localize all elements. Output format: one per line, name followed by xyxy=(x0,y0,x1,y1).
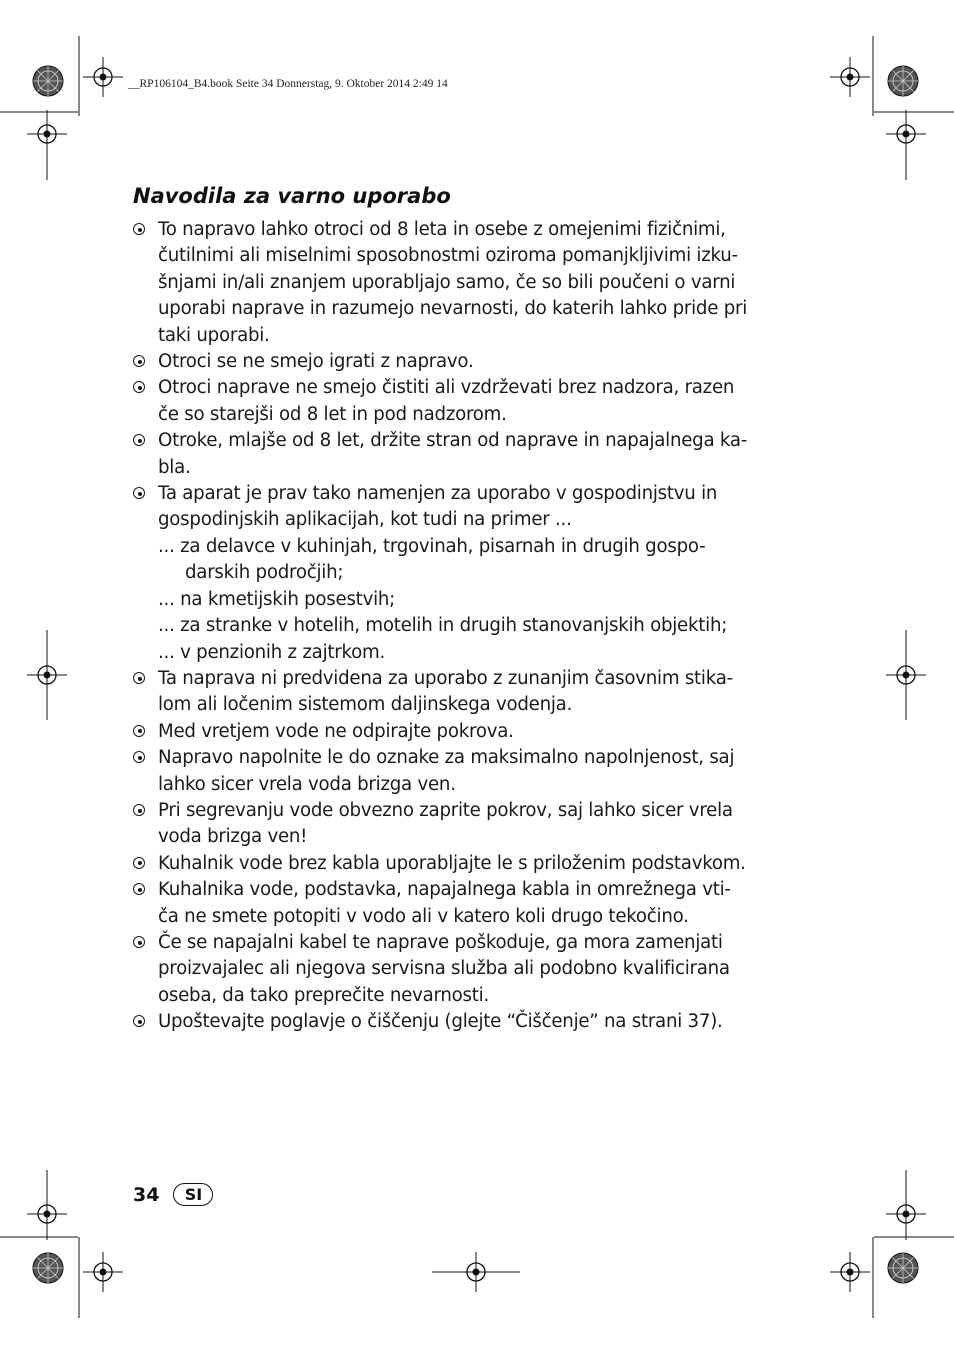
safety-instructions-list xyxy=(133,217,813,1036)
circle-bullet-icon xyxy=(133,487,147,501)
list-item: Če se napajalni kabel te naprave poškoduje, ga mora zamenjati proizvajalec ali njegova servisna služba ali podobno kvalificirana oseba, da tako preprečite nevarnosti. xyxy=(133,930,813,1009)
circle-bullet-icon xyxy=(133,672,147,686)
list-item: Ta aparat je prav tako namenjen za uporabo v gospodinjstvu in gospodinjskih aplikacijah, kot tudi na primer ... xyxy=(133,481,813,534)
list-item: Otroci se ne smejo igrati z napravo. xyxy=(133,349,813,375)
list-item: Otroke, mlajše od 8 let, držite stran od naprave in napajalnega ka- bla. xyxy=(133,428,813,481)
sub-list-item: ... za delavce v kuhinjah, trgovinah, pisarnah in drugih gospo- darskih področjih; xyxy=(158,535,706,584)
list-item: Pri segrevanju vode obvezno zaprite pokrov, saj lahko sicer vrela voda brizga ven! xyxy=(133,798,813,851)
list-item: Otroci naprave ne smejo čistiti ali vzdrževati brez nadzora, razen če so starejši od 8 let in pod nadzorom. xyxy=(133,375,813,428)
circle-bullet-icon xyxy=(133,936,147,950)
language-badge: SI xyxy=(173,1183,213,1206)
section-heading: Navodila za varno uporabo xyxy=(133,184,451,208)
sub-list-item: ... za stranke v hotelih, motelih in drugih stanovanjskih objektih; xyxy=(158,615,728,637)
page-number: 34 xyxy=(133,1183,160,1206)
sub-list-item: ... na kmetijskih posestvih; xyxy=(158,588,396,610)
list-item: Med vretjem vode ne odpirajte pokrova. xyxy=(133,719,813,745)
circle-bullet-icon xyxy=(133,804,147,818)
page-footer xyxy=(133,1183,213,1206)
list-item: To napravo lahko otroci od 8 leta in osebe z omejenimi fizičnimi, čutilnimi ali miselnimi sposobnostmi oziroma pomanjkljivimi izku- šnjami in/ali znanjem uporabljajo samo, če so bili poučeni o varni uporabi naprave in razumejo nevarnosti, do katerih lahko pride pri taki uporabi. xyxy=(133,217,813,349)
circle-bullet-icon xyxy=(133,725,147,739)
circle-bullet-icon xyxy=(133,857,147,871)
list-item: Kuhalnik vode brez kabla uporabljajte le s priloženim podstavkom. xyxy=(133,851,813,877)
circle-bullet-icon xyxy=(133,355,147,369)
circle-bullet-icon xyxy=(133,1015,147,1029)
sub-list-item: ... v penzionih z zajtrkom. xyxy=(158,641,385,663)
circle-bullet-icon xyxy=(133,883,147,897)
print-header: __RP106104_B4.book Seite 34 Donnerstag, 9. Oktober 2014 2:49 14 xyxy=(128,78,448,90)
list-item: Kuhalnika vode, podstavka, napajalnega kabla in omrežnega vti- ča ne smete potopiti v vodo ali v katero koli drugo tekočino. xyxy=(133,877,813,930)
list-item: Upoštevajte poglavje o čiščenju (glejte “Čiščenje” na strani 37). xyxy=(133,1009,813,1035)
list-item: Ta naprava ni predvidena za uporabo z zunanjim časovnim stika- lom ali ločenim sistemom daljinskega vodenja. xyxy=(133,666,813,719)
list-item: Napravo napolnite le do oznake za maksimalno napolnjenost, saj lahko sicer vrela voda brizga ven. xyxy=(133,745,813,798)
circle-bullet-icon xyxy=(133,381,147,395)
circle-bullet-icon xyxy=(133,223,147,237)
circle-bullet-icon xyxy=(133,434,147,448)
circle-bullet-icon xyxy=(133,751,147,765)
